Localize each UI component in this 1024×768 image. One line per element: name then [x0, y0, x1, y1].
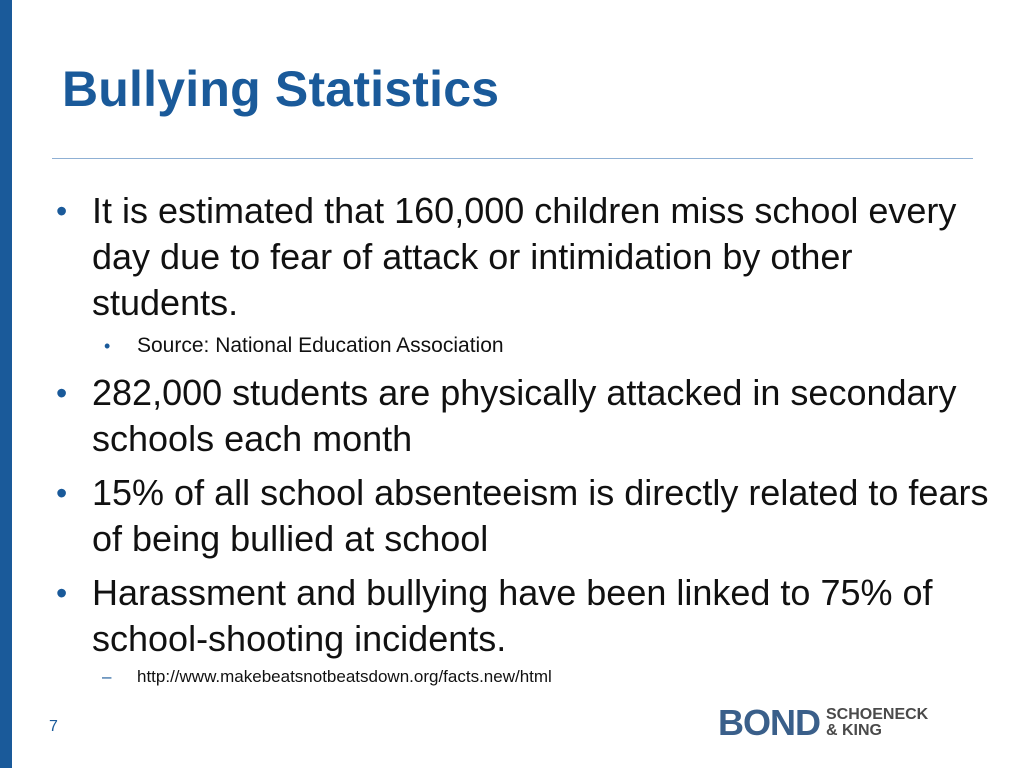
bullet-text: It is estimated that 160,000 children miss school every day due to fear of attack or intimidation by other students. — [92, 190, 957, 323]
logo-line-1: SCHOENECK — [826, 706, 929, 723]
company-logo — [718, 702, 929, 743]
bullet-text: 15% of all school absenteeism is directly related to fears of being bullied at school — [92, 472, 989, 559]
source-link: http://www.makebeatsnotbeatsdown.org/facts.new/html — [137, 667, 552, 686]
logo-primary-text: BOND — [718, 702, 820, 743]
sub-bullet-marker: • — [104, 336, 111, 356]
logo-line-2: & KING — [826, 722, 882, 739]
sub-bullet-text: Source: National Education Association — [137, 334, 504, 357]
title-divider — [52, 158, 973, 159]
sub-bullet-marker: – — [102, 667, 112, 686]
sub-bullet-item — [52, 332, 997, 360]
bullet-marker: • — [56, 375, 68, 411]
bullet-item — [52, 370, 997, 462]
slide-body — [52, 188, 997, 698]
bullet-marker: • — [56, 475, 68, 511]
bullet-item — [52, 188, 997, 326]
bullet-item — [52, 570, 997, 662]
page-number: 7 — [49, 718, 58, 735]
bullet-text: 282,000 students are physically attacked in secondary schools each month — [92, 372, 957, 459]
left-accent-bar — [0, 0, 12, 768]
sub-bullet-item — [52, 666, 997, 688]
bullet-text: Harassment and bullying have been linked to 75% of school-shooting incidents. — [92, 572, 933, 659]
slide-title: Bullying Statistics — [62, 61, 500, 117]
bullet-item — [52, 470, 997, 562]
bullet-marker: • — [56, 193, 68, 229]
bullet-marker: • — [56, 575, 68, 611]
logo-secondary — [826, 707, 928, 739]
